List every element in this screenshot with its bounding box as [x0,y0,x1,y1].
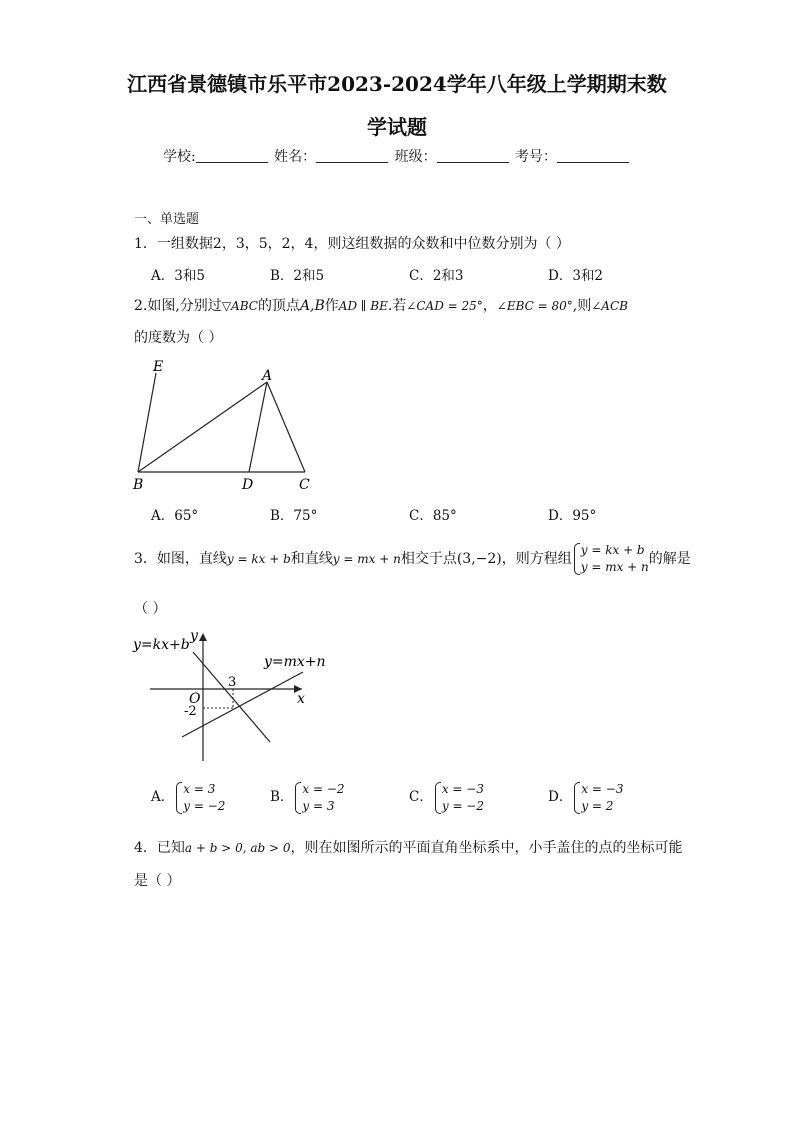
label-c: C [299,477,310,493]
name-blank[interactable] [316,148,388,163]
line-kx-b [193,652,270,742]
q3-stem-line2: （ ） [134,601,167,617]
q3-option-a-letter: A． [151,789,175,805]
q3-option-d-letter: D． [548,789,573,805]
q3-option-c-y: y = −2 [441,798,484,813]
section-heading: 一、单选题 [134,212,200,227]
label-b: B [133,477,144,493]
q2-option-c[interactable]: C．85° [409,508,457,524]
label-a: A [262,368,273,384]
y-axis-arrow [199,633,207,641]
q4-stem-line1 [134,837,683,857]
q2-condition2: ∠EBC = 80° [496,299,573,313]
class-blank[interactable] [437,148,509,163]
q3-line1: y = kx + b [226,552,291,566]
label-e: E [153,359,164,375]
q2-stem-part: 2.如图,分别过 [134,298,222,314]
q3-system-eq2: y = mx + n [580,560,649,574]
q1-option-b[interactable]: B．2和5 [270,268,325,284]
q4-condition: a + b > 0, ab > 0 [184,841,291,855]
label-three: 3 [228,675,237,690]
class-label: 班级： [394,149,437,165]
q3-option-b-x: x = −2 [302,781,345,796]
q2-stem-line1 [134,295,628,315]
name-label: 姓名： [274,149,317,165]
q3-stem-line1 [134,541,691,577]
q3-option-b-system [293,781,344,815]
number-label: 考号： [515,149,558,165]
q2-option-b[interactable]: B．75° [270,508,318,524]
q2-target: ∠ACB [591,299,628,313]
q1-option-d[interactable]: D．3和2 [548,268,604,284]
student-info-line [0,146,794,166]
q3-option-d[interactable] [548,778,623,816]
q3-equation-system [572,542,649,576]
q4-stem-part: 4．已知 [134,840,185,856]
q3-option-c[interactable] [409,778,484,816]
q2-stem-part: ， [482,298,497,314]
q3-option-d-x: x = −3 [581,781,624,796]
q2-stem-part: 的顶点 [257,298,300,314]
q3-option-b-y: y = 3 [302,798,335,813]
q1-stem: 1．一组数据2，3，5，2，4，则这组数据的众数和中位数分别为（ ） [134,236,570,252]
q3-option-b-letter: B． [270,789,294,805]
label-y-axis: y [190,628,198,644]
q3-option-c-letter: C． [409,789,433,805]
q3-stem-part: 的解是 [648,551,691,567]
school-blank[interactable] [196,148,268,163]
q2-stem-line2: 的度数为（ ） [134,330,223,346]
q3-stem-part: 和直线 [290,551,333,567]
q3-option-a[interactable] [151,778,225,816]
q2-triangle-figure [128,355,328,495]
q2-parallel: AD ∥ BE [338,299,388,313]
q3-option-a-y: y = −2 [183,798,226,813]
q2-vertices: A,B [299,298,325,314]
q2-condition1: ∠CAD = 25° [406,299,483,313]
q2-stem-part: 作 [324,298,339,314]
school-label: 学校: [162,149,196,165]
label-origin: O [189,691,201,707]
q3-option-b[interactable] [270,778,345,816]
q3-option-a-x: x = 3 [183,781,216,796]
page-title-line2: 学试题 [367,115,427,139]
q2-option-a[interactable]: A．65° [151,508,199,524]
segment-ac [267,382,305,472]
q3-option-c-system [433,781,484,815]
q3-system-eq1: y = kx + b [580,543,645,557]
number-blank[interactable] [557,148,629,163]
label-neg-two: -2 [184,704,197,719]
q3-graph-figure [130,627,330,767]
q3-option-c-x: x = −3 [441,781,484,796]
q3-option-d-y: y = 2 [581,798,614,813]
label-line1: y=kx+b [133,637,190,653]
page-title-line1: 江西省景德镇市乐平市2023-2024学年八年级上学期期末数 [127,72,667,96]
segment-be [138,373,156,472]
q2-triangle: ▽ABC [221,299,258,313]
segment-ad [249,382,267,472]
label-x-axis: x [297,691,305,707]
q3-stem-part: 相交于点(3,−2)，则方程组 [400,551,572,567]
segment-ba [138,382,267,472]
q3-option-a-system [174,781,225,815]
q2-option-d[interactable]: D．95° [548,508,597,524]
q2-stem-part: ,则 [572,298,592,314]
q4-stem-part: ，则在如图所示的平面直角坐标系中，小手盖住的点的坐标可能 [290,840,683,856]
q1-option-c[interactable]: C．2和3 [409,268,464,284]
label-line2: y=mx+n [264,654,326,670]
q2-stem-part: .若 [387,298,407,314]
q1-option-a[interactable]: A．3和5 [151,268,205,284]
label-d: D [242,477,254,493]
q4-stem-line2: 是（ ） [134,873,181,889]
q3-line2: y = mx + n [332,552,401,566]
q3-option-d-system [572,781,623,815]
q3-stem-part: 3．如图，直线 [134,551,227,567]
